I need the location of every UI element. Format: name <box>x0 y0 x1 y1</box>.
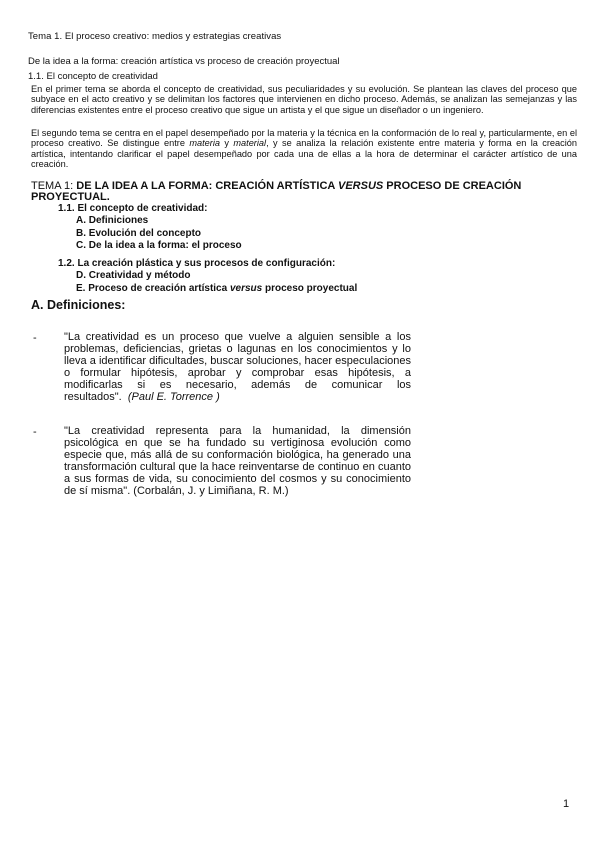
document-subtitle: De la idea a la forma: creación artística vs proceso de creación proyectual <box>28 56 340 67</box>
toc-section-1-title: 1.1. El concepto de creatividad: <box>58 203 208 214</box>
definitions-heading: A. Definiciones: <box>31 298 126 312</box>
intro-paragraph-1: En el primer tema se aborda el concepto de creatividad, sus peculiaridades y su evolución. Se plantean las claves del proceso que subyace en el acto creativo y se delimitan los factores que intervienen en dicho proceso. Además, se analizan las semejanzas y las diferencias existentes entre el proceso creativo que sigue un artista y el que sigue un diseñador o un ingeniero. <box>31 84 577 115</box>
tema-title: TEMA 1: DE LA IDEA A LA FORMA: CREACIÓN ARTÍSTICA VERSUS PROCESO DE CREACIÓN PROYECTUAL. <box>31 180 522 203</box>
toc-section-1 <box>58 203 242 252</box>
page-number: 1 <box>563 798 570 810</box>
toc-item-d: D. Creatividad y método <box>76 270 191 282</box>
toc-item-a: A. Definiciones <box>76 215 149 227</box>
quote-2-dash: - <box>33 426 37 438</box>
toc-section-2 <box>58 258 357 295</box>
toc-item-b: B. Evolución del concepto <box>76 227 202 239</box>
section-heading: 1.1. El concepto de creatividad <box>28 71 158 82</box>
toc-item-c: C. De la idea a la forma: el proceso <box>76 239 242 251</box>
page-header-title: Tema 1. El proceso creativo: medios y estrategias creativas <box>28 31 282 42</box>
toc-section-2-title: 1.2. La creación plástica y sus procesos de configuración: <box>58 258 336 269</box>
quote-1: "La creatividad es un proceso que vuelve a alguien sensible a los problemas, deficiencias, grietas o lagunas en los conocimientos y lo lleva a identificar dificultades, buscar soluciones, hacer especulaciones o formular hipótesis, aprobar y comprobar esas hipótesis, a modificarlas si es necesario, además de comunicar los resultados". (Paul E. Torrence ) <box>64 331 411 404</box>
quote-1-author: (Paul E. Torrence ) <box>127 391 220 404</box>
toc-item-e: E. Proceso de creación artística versus proceso proyectual <box>76 282 358 294</box>
quote-2: "La creatividad representa para la humanidad, la dimensión psicológica en que se ha fundado su vertiginosa evolución como especie que, más allá de su conformación biológica, ha generado una transformación cultural que la hace reinventarse de continuo en cuanto a sus formas de vida, su conocimiento del cosmos y su conocimiento de sí misma". (Corbalán, J. y Limiñana, R. M.) <box>64 425 411 498</box>
intro-paragraph-2: El segundo tema se centra en el papel desempeñado por la materia y la técnica en la conformación de lo real y, particularmente, en el proceso creativo. Se distingue entre materia y material, y se analiza la relación existente entre materia y forma en la creación artística, intentando clarificar el papel desempeñado por cada una de ellas a la hora de determinar el carácter artístico de una creación. <box>31 128 577 169</box>
quote-1-dash: - <box>33 332 37 344</box>
